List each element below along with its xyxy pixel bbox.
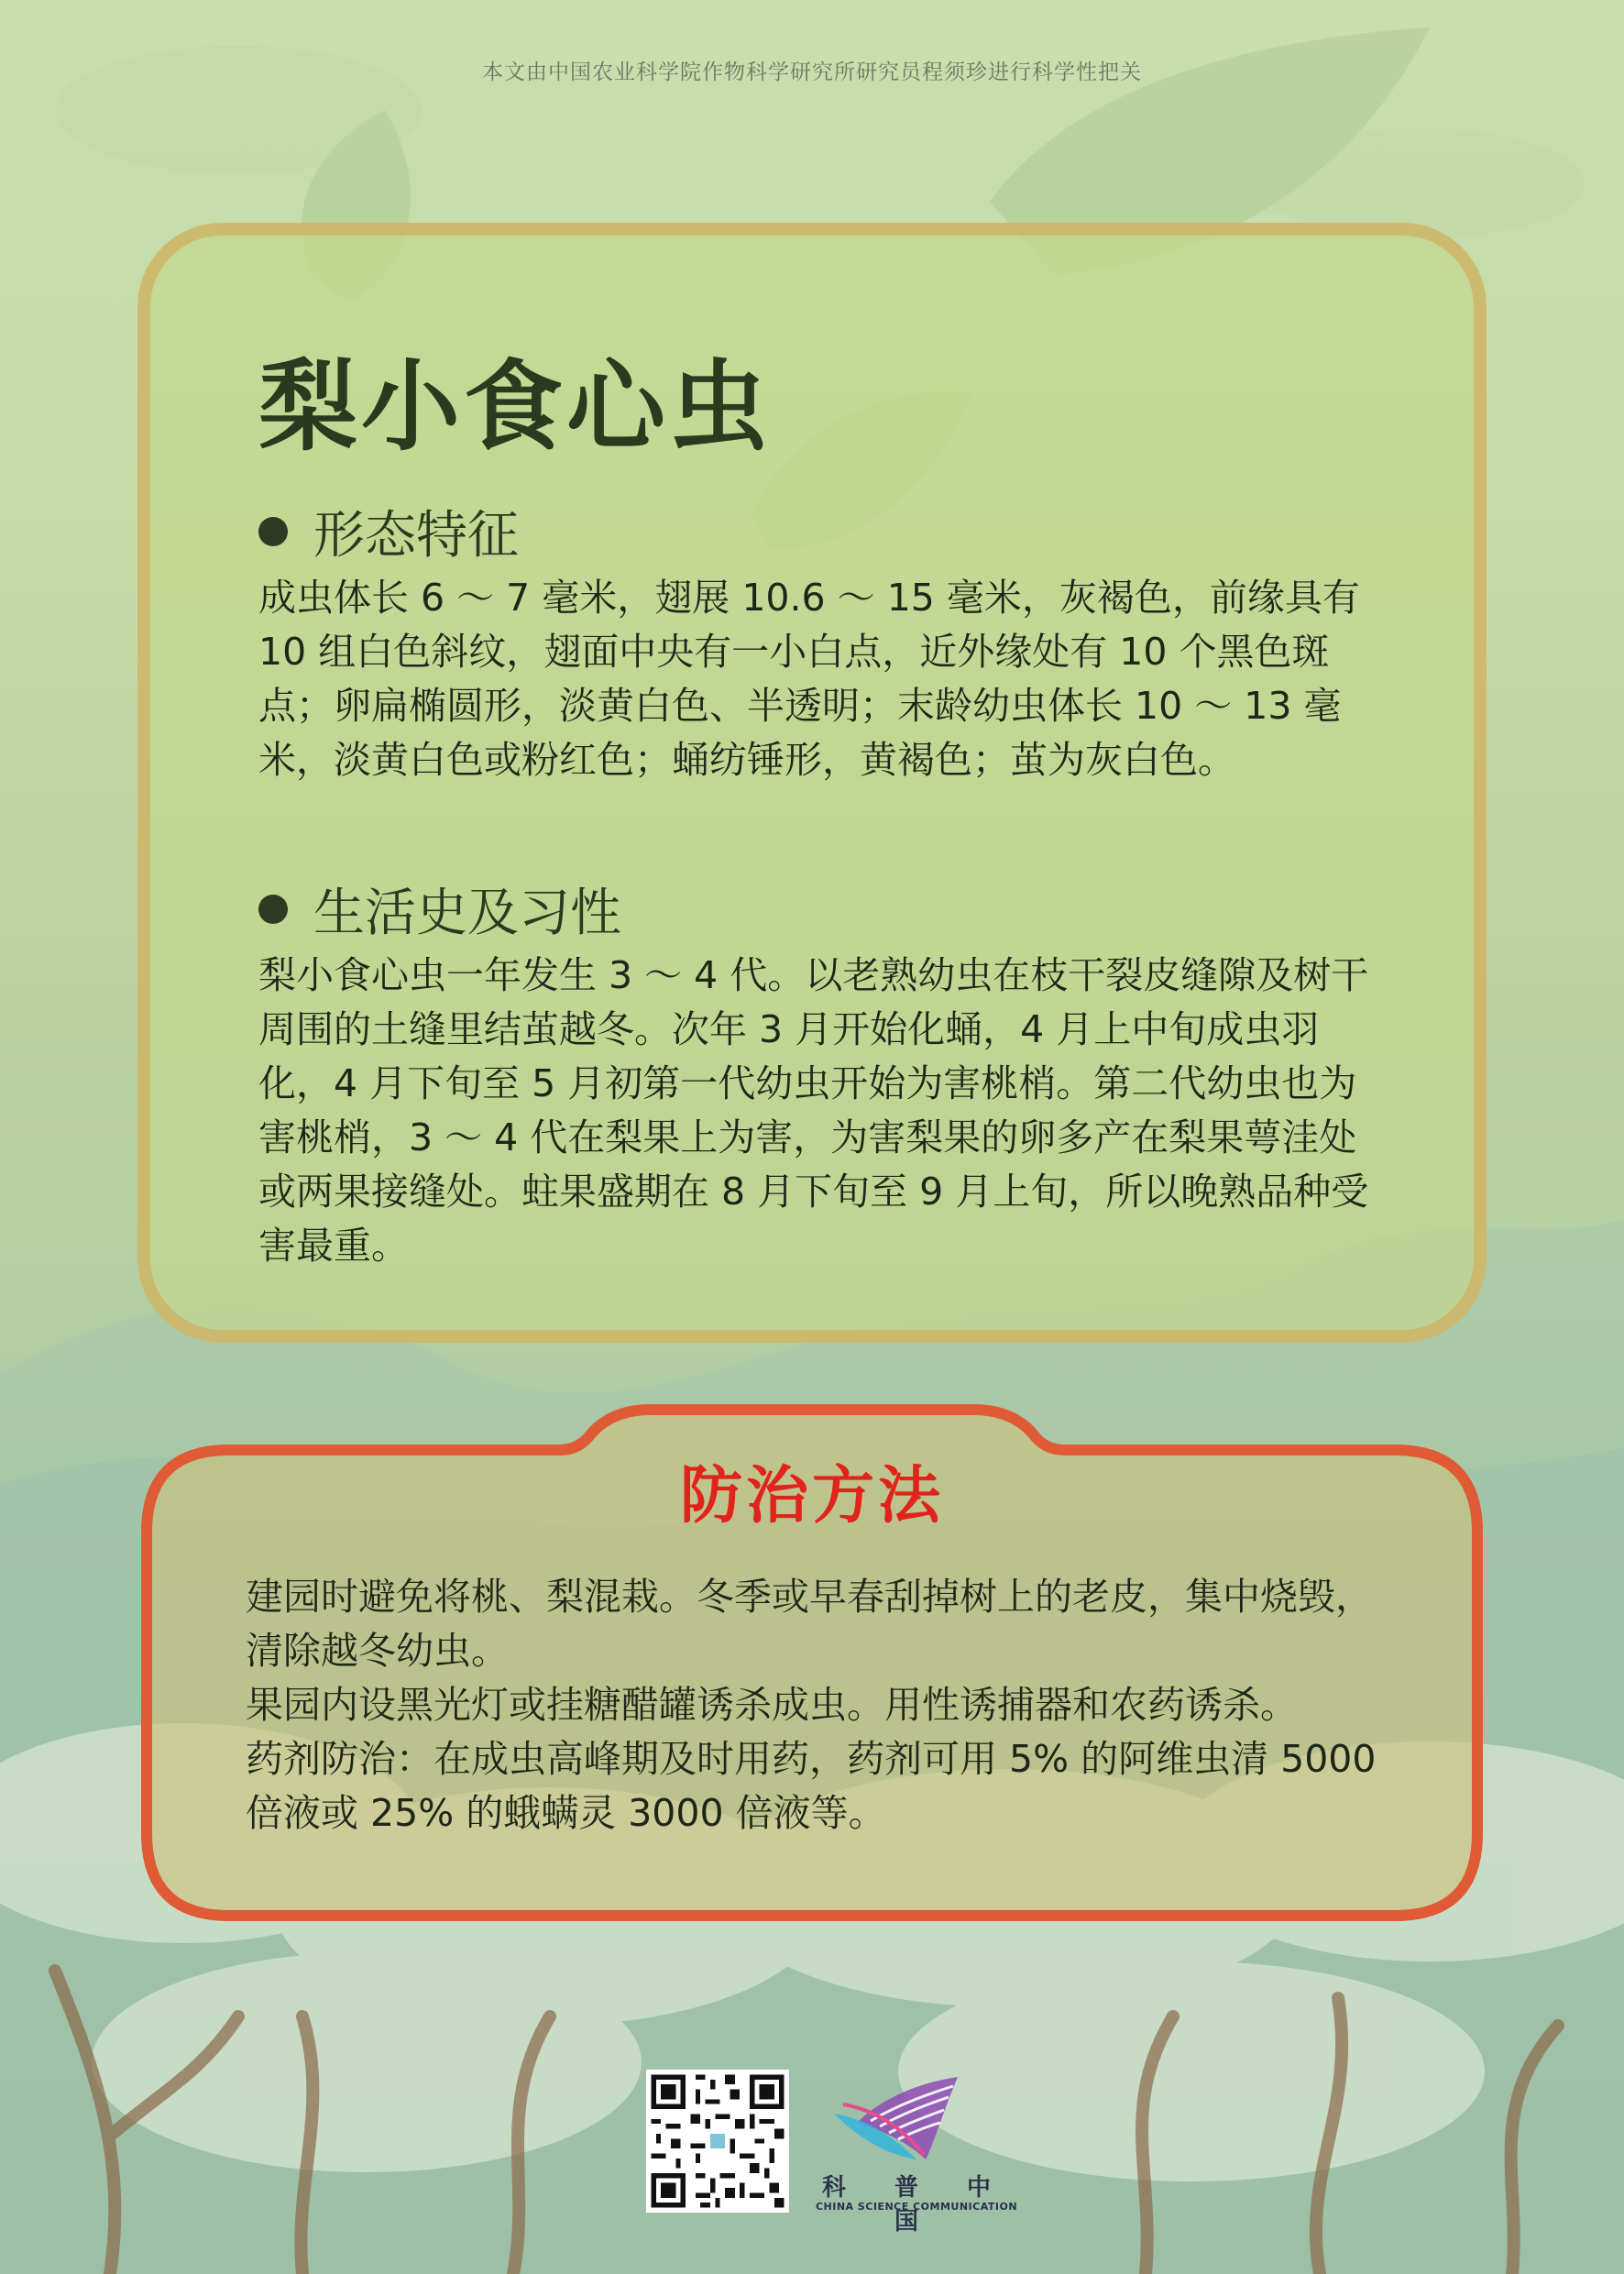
prevention-card — [137, 1402, 1487, 1925]
pest-info-card — [137, 223, 1487, 1343]
logo-text-english: CHINA SCIENCE COMMUNICATION — [815, 2201, 1018, 2213]
prevention-text — [246, 1570, 1400, 1840]
qr-code — [646, 2070, 789, 2213]
section-heading-life-history — [258, 873, 621, 946]
prevention-paragraph: 建园时避免将桃、梨混栽。冬季或早春刮掉树上的老皮，集中烧毁，清除越冬幼虫。 — [246, 1575, 1373, 1673]
china-science-communication-logo — [807, 2068, 1026, 2236]
section-heading-morphology — [258, 495, 519, 568]
prevention-title: 防治方法 — [679, 1460, 944, 1532]
bullet-dot-icon — [258, 895, 288, 924]
logo-mark-icon — [807, 2068, 1026, 2169]
morphology-text: 成虫体长 6 ～ 7 毫米，翅展 10.6 ～ 15 毫米，灰褐色，前缘具有 10 组白色斜纹，翅面中央有一小白点，近外缘处有 10 个黑色斑点；卵扁椭圆形，淡黄白色、半透明；末龄幼虫体长 10 ～ 13 毫米，淡黄白色或粉红色；蛹纺锤形，黄褐色；茧为灰白色。 — [258, 576, 1360, 782]
logo-text-chinese: 科 普 中 国 — [821, 2174, 1012, 2236]
section-heading-label: 形态特征 — [313, 506, 519, 566]
section-heading-label: 生活史及习性 — [313, 884, 621, 943]
prevention-paragraph: 果园内设黑光灯或挂糖醋罐诱杀成虫。用性诱捕器和农药诱杀。 — [246, 1683, 1298, 1727]
prevention-paragraph: 药剂防治：在成虫高峰期及时用药，药剂可用 5% 的阿维虫清 5000 倍液或 25% 的蛾螨灵 3000 倍液等。 — [246, 1737, 1377, 1835]
life-history-text: 梨小食心虫一年发生 3 ～ 4 代。以老熟幼虫在枝干裂皮缝隙及树干周围的土缝里结茧越冬。次年 3 月开始化蛹，4 月上中旬成虫羽化，4 月下旬至 5 月初第一代幼虫开始为害桃梢。第二代幼虫也为害桃梢，3 ～ 4 代在梨果上为害，为害梨果的卵多产在梨果萼洼处或两果接缝处。蛀果盛期在 8 月下旬至 9 月上旬，所以晚熟品种受害最重。 — [258, 953, 1369, 1268]
page-title: 梨小食心虫 — [258, 350, 773, 465]
review-disclaimer: 本文由中国农业科学院作物科学研究所研究员程须珍进行科学性把关 — [482, 60, 1142, 84]
bullet-dot-icon — [258, 517, 288, 546]
